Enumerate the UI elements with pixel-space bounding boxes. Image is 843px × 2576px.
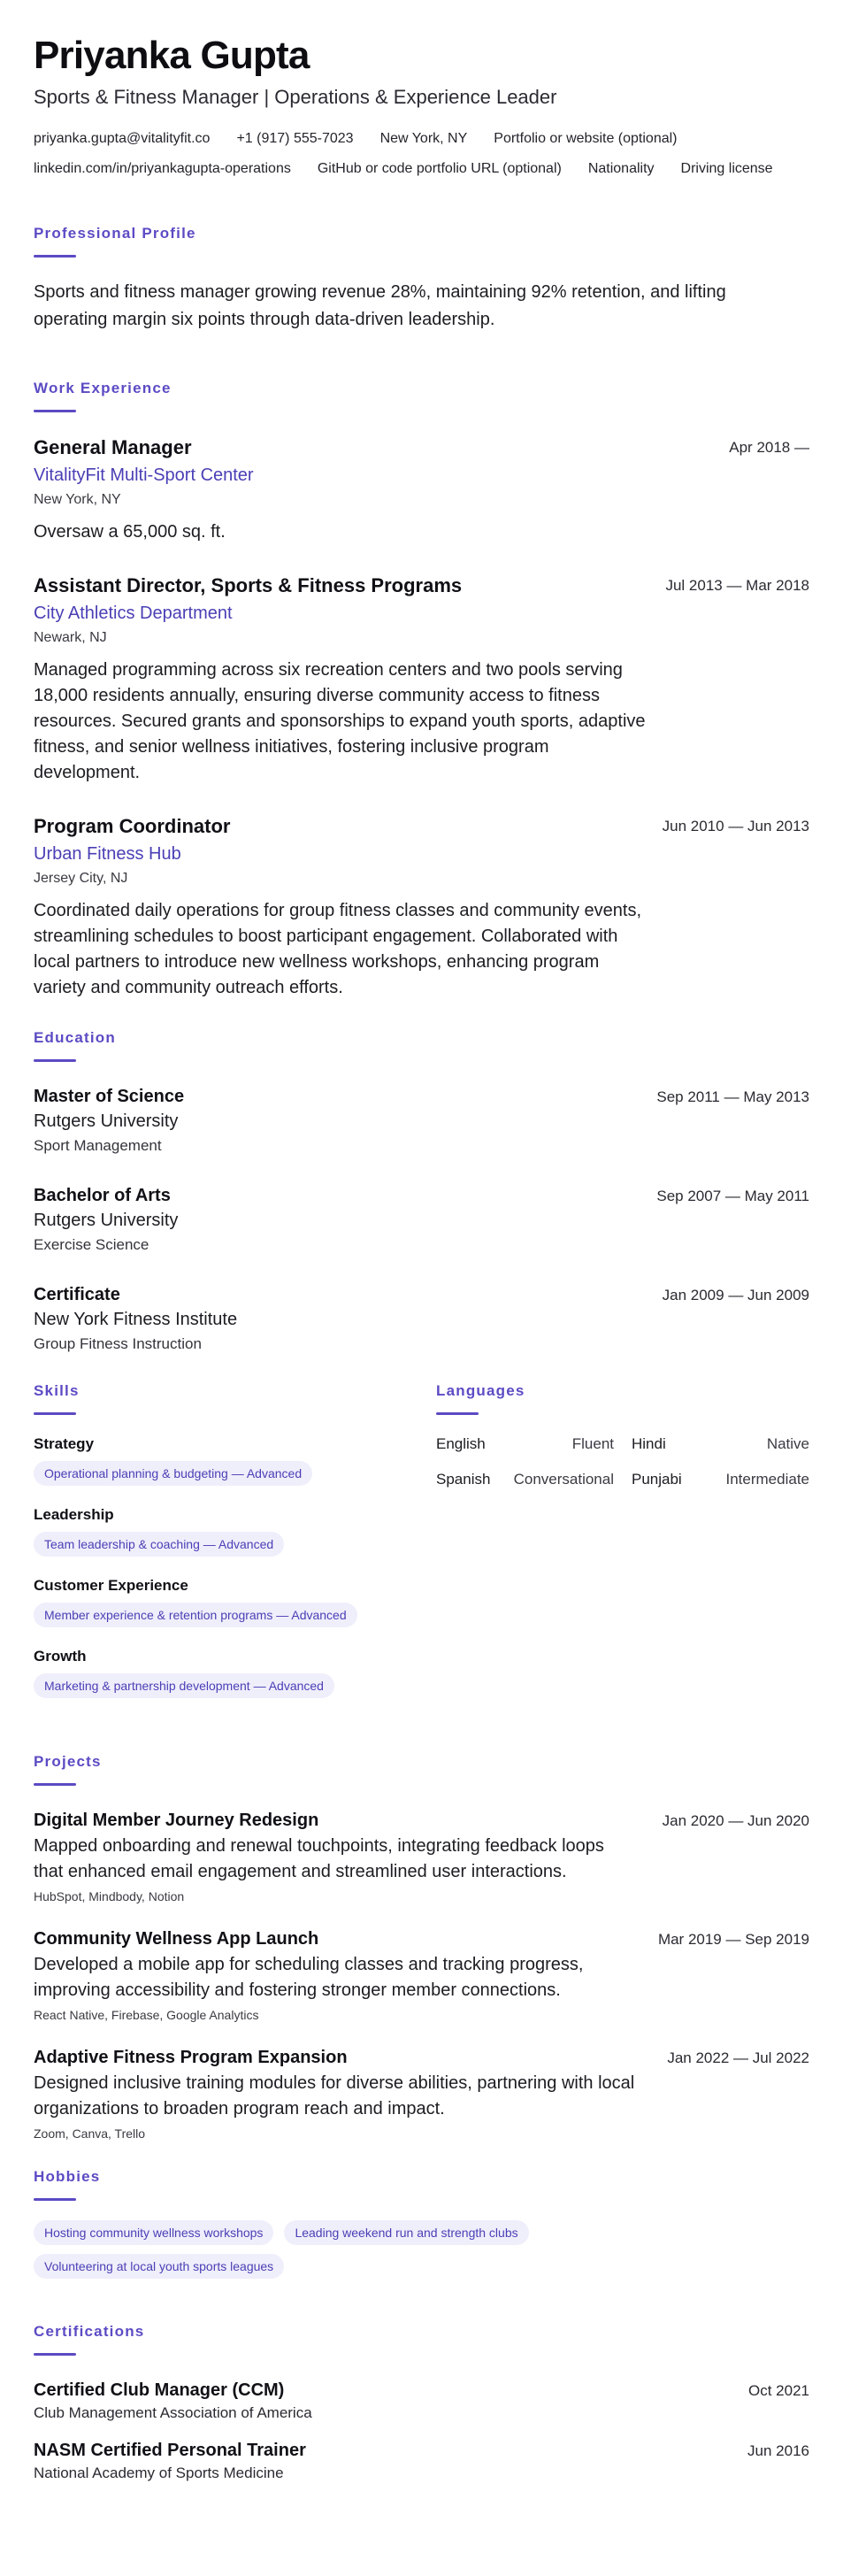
section-title-projects: Projects (34, 1753, 102, 1770)
profile-summary: Sports and fitness manager growing revenue 28%, maintaining 92% retention, and lifting operating margin six points through data-driven leadership. (34, 282, 726, 329)
education-field: Group Fitness Instruction (34, 1335, 202, 1352)
section-divider (436, 1412, 479, 1415)
language-name: Punjabi (632, 1471, 682, 1488)
section-title-skills: Skills (34, 1382, 80, 1399)
language-item (436, 1434, 614, 1454)
job-description: Oversaw a 65,000 sq. ft. (34, 522, 226, 542)
education-school: New York Fitness Institute (34, 1310, 238, 1329)
skill-category: Strategy (34, 1435, 95, 1452)
project-dates: Jan 2022 — Jul 2022 (667, 2049, 809, 2066)
projects-section (34, 1753, 809, 2142)
section-divider (34, 2353, 76, 2356)
job-entry (34, 435, 809, 545)
job-entry (34, 573, 809, 786)
education-entry (34, 1184, 809, 1255)
job-description: Managed programming across six recreation centers and two pools serving 18,000 residents annually, ensuring diverse community access to fitness resources. Secured grants and sponsorships to expand youth sports, adaptive fitness, and senior wellness initiatives, fostering inclusive program development. (34, 660, 646, 782)
section-divider (34, 1412, 76, 1415)
job-dates: Jun 2010 — Jun 2013 (662, 818, 809, 834)
contact-github[interactable]: GitHub or code portfolio URL (optional) (317, 161, 562, 176)
contact-list (34, 129, 794, 179)
contact-linkedin[interactable]: linkedin.com/in/priyankagupta-operations (34, 161, 291, 176)
skill-category: Customer Experience (34, 1577, 188, 1594)
certification-entry (34, 2439, 809, 2483)
hobby-pill: Volunteering at local youth sports leagues (34, 2254, 284, 2279)
language-name: Hindi (632, 1435, 666, 1452)
candidate-name: Priyanka Gupta (34, 34, 310, 77)
job-dates: Apr 2018 — (729, 439, 809, 456)
hobbies-section (34, 2168, 809, 2279)
skill-group (34, 1576, 436, 1627)
section-title-certifications: Certifications (34, 2323, 145, 2340)
project-description: Designed inclusive training modules for diverse abilities, partnering with local organizations to broaden program reach and impact. (34, 2073, 635, 2118)
project-tech: Zoom, Canva, Trello (34, 2126, 146, 2141)
certification-issuer: Club Management Association of America (34, 2404, 312, 2421)
education-entry (34, 1085, 809, 1156)
project-description: Developed a mobile app for scheduling classes and tracking progress, improving accessibility and fostering stronger member connections. (34, 1955, 584, 2000)
language-name: English (436, 1435, 486, 1452)
certification-issuer: National Academy of Sports Medicine (34, 2465, 284, 2481)
education-school: Rutgers University (34, 1111, 179, 1131)
skill-category: Growth (34, 1648, 87, 1665)
languages-section (436, 1382, 809, 1718)
certifications-section (34, 2323, 809, 2483)
job-title: General Manager (34, 436, 192, 458)
job-title: Assistant Director, Sports & Fitness Programs (34, 574, 463, 596)
skill-group (34, 1505, 436, 1557)
language-level: Native (766, 1435, 809, 1452)
job-company: Urban Fitness Hub (34, 844, 181, 864)
certification-title: Certified Club Manager (CCM) (34, 2380, 285, 2400)
language-name: Spanish (436, 1471, 491, 1488)
job-entry (34, 814, 809, 1001)
section-title-education: Education (34, 1029, 116, 1046)
job-dates: Jul 2013 — Mar 2018 (665, 577, 809, 594)
language-list (436, 1434, 809, 1489)
project-entry (34, 2046, 809, 2142)
job-company: VitalityFit Multi-Sport Center (34, 465, 254, 485)
section-divider (34, 2198, 76, 2201)
project-title: Adaptive Fitness Program Expansion (34, 2048, 348, 2067)
education-field: Sport Management (34, 1137, 162, 1154)
project-entry (34, 1809, 809, 1904)
contact-driving-license: Driving license (680, 161, 773, 176)
job-location: Jersey City, NJ (34, 871, 128, 886)
contact-email[interactable]: priyanka.gupta@vitalityfit.co (34, 131, 211, 146)
section-divider (34, 410, 76, 412)
candidate-tagline: Sports & Fitness Manager | Operations & Experience Leader (34, 86, 557, 108)
job-location: Newark, NJ (34, 630, 107, 645)
project-title: Community Wellness App Launch (34, 1929, 319, 1949)
project-entry (34, 1927, 809, 2023)
education-degree: Certificate (34, 1285, 120, 1304)
section-title-hobbies: Hobbies (34, 2168, 101, 2185)
section-divider (34, 1059, 76, 1062)
skill-group (34, 1434, 436, 1486)
skill-category: Leadership (34, 1506, 114, 1523)
section-title-experience: Work Experience (34, 380, 172, 396)
certification-date: Oct 2021 (748, 2382, 809, 2399)
skills-languages-row (34, 1382, 809, 1718)
skill-pill: Member experience & retention programs — Advanced (34, 1603, 357, 1627)
section-divider (34, 255, 76, 258)
job-location: New York, NY (34, 492, 121, 507)
job-description: Coordinated daily operations for group fitness classes and community events, streamlining schedules to boost participant engagement. Collaborated with local partners to introduce new wellness workshops, enhancing program variety and community outreach efforts. (34, 901, 642, 997)
education-section (34, 1029, 809, 1354)
skill-pill: Team leadership & coaching — Advanced (34, 1532, 284, 1557)
language-item (436, 1470, 614, 1489)
contact-phone[interactable]: +1 (917) 555-7023 (236, 131, 354, 146)
education-dates: Sep 2007 — May 2011 (656, 1188, 809, 1204)
skills-section (34, 1382, 436, 1718)
education-entry (34, 1283, 809, 1354)
experience-section (34, 380, 809, 1001)
section-title-languages: Languages (436, 1382, 525, 1399)
job-title: Program Coordinator (34, 815, 231, 837)
job-company: City Athletics Department (34, 604, 233, 623)
education-degree: Master of Science (34, 1087, 185, 1106)
education-dates: Jan 2009 — Jun 2009 (662, 1287, 809, 1303)
language-level: Fluent (571, 1435, 614, 1452)
hobby-pill: Hosting community wellness workshops (34, 2220, 273, 2245)
project-dates: Jan 2020 — Jun 2020 (662, 1812, 809, 1829)
project-dates: Mar 2019 — Sep 2019 (657, 1931, 809, 1948)
skill-pill: Marketing & partnership development — Advanced (34, 1673, 334, 1698)
language-level: Intermediate (725, 1471, 809, 1488)
project-title: Digital Member Journey Redesign (34, 1811, 319, 1830)
skill-pill: Operational planning & budgeting — Advanced (34, 1461, 312, 1486)
project-description: Mapped onboarding and renewal touchpoints, integrating feedback loops that enhanced email engagement and streamlined user interactions. (34, 1836, 604, 1881)
language-item (632, 1470, 809, 1489)
education-field: Exercise Science (34, 1236, 149, 1253)
education-school: Rutgers University (34, 1211, 179, 1230)
certification-date: Jun 2016 (747, 2442, 809, 2459)
skill-group (34, 1647, 436, 1698)
education-dates: Sep 2011 — May 2013 (656, 1088, 809, 1105)
contact-location: New York, NY (379, 131, 468, 146)
language-level: Conversational (513, 1471, 614, 1488)
project-tech: HubSpot, Mindbody, Notion (34, 1889, 185, 1903)
contact-portfolio[interactable]: Portfolio or website (optional) (494, 131, 678, 146)
project-tech: React Native, Firebase, Google Analytics (34, 2008, 259, 2022)
section-divider (34, 1783, 76, 1786)
certification-entry (34, 2379, 809, 2423)
profile-section (34, 225, 809, 334)
resume-header (34, 34, 809, 179)
section-title-profile: Professional Profile (34, 225, 196, 242)
certification-title: NASM Certified Personal Trainer (34, 2441, 306, 2460)
education-degree: Bachelor of Arts (34, 1186, 171, 1205)
hobby-list (34, 2215, 653, 2279)
hobby-pill: Leading weekend run and strength clubs (284, 2220, 528, 2245)
language-item (632, 1434, 809, 1454)
contact-nationality: Nationality (587, 161, 655, 176)
